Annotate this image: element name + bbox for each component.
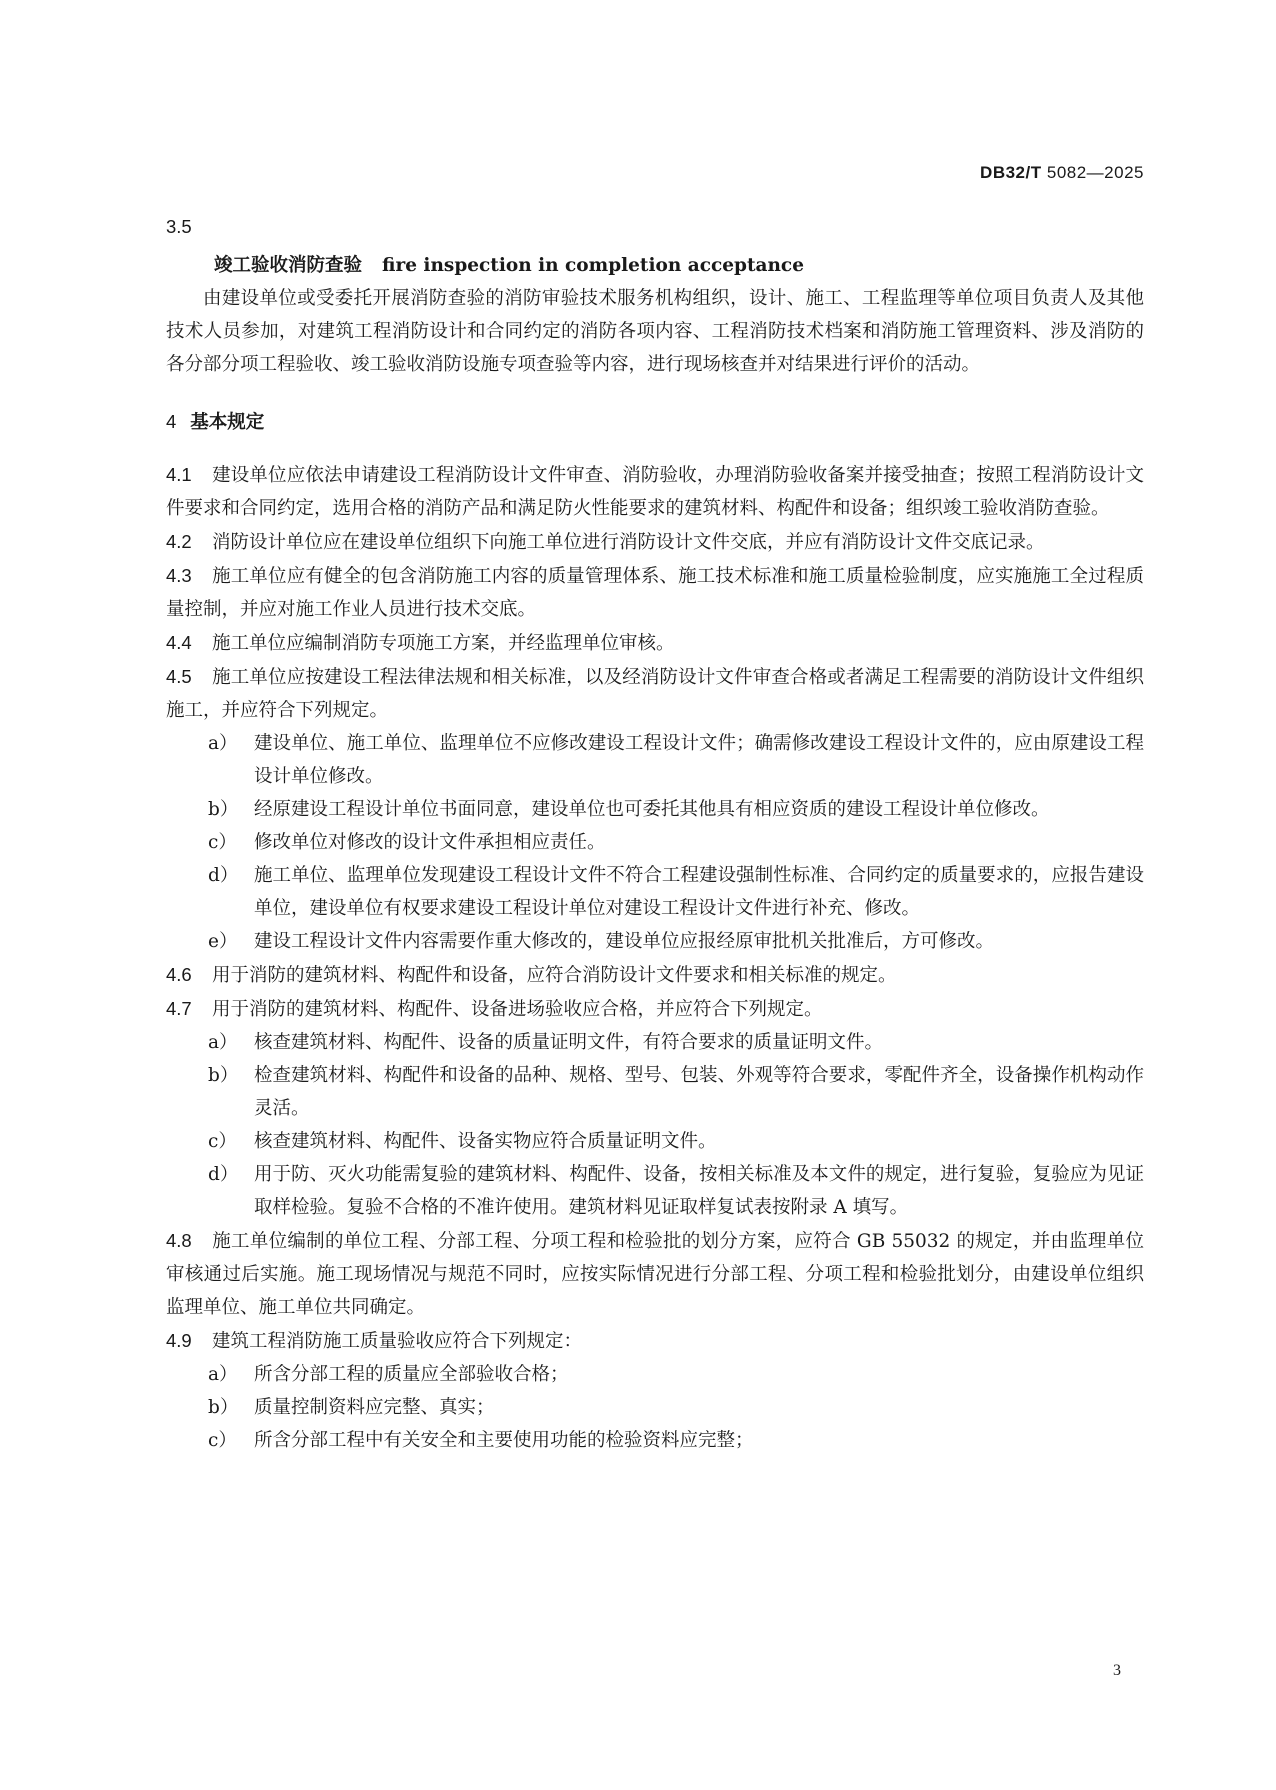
- clause-4-6: [166, 958, 1144, 992]
- term-number: 3.5: [166, 216, 192, 237]
- list-item: [208, 1424, 1144, 1457]
- list-item-text: 质量控制资料应完整、真实；: [254, 1397, 495, 1418]
- section-title: 基本规定: [190, 411, 265, 432]
- clause-number: 4.1: [166, 464, 192, 485]
- clause-text: 用于消防的建筑材料、构配件、设备进场验收应合格，并应符合下列规定。: [212, 999, 823, 1020]
- list-item-text: 修改单位对修改的设计文件承担相应责任。: [254, 832, 606, 853]
- page-number: 3: [1113, 1662, 1121, 1679]
- clause-number: 4.8: [166, 1230, 192, 1251]
- clause-number: 4.2: [166, 531, 192, 552]
- clause-item-list: [166, 1358, 1144, 1457]
- clause-number: 4.4: [166, 632, 192, 653]
- clause-text: 施工单位应编制消防专项施工方案，并经监理单位审核。: [212, 633, 675, 654]
- list-item-label: b）: [208, 1065, 239, 1086]
- clause-4-7: [166, 992, 1144, 1224]
- list-item-label: b）: [208, 1397, 239, 1418]
- term-title: [166, 249, 1144, 282]
- clause-4-5: [166, 660, 1144, 958]
- list-item-label: b）: [208, 799, 239, 820]
- clause-paragraph: [166, 626, 1144, 660]
- list-item-label: d）: [208, 865, 239, 886]
- clause-4-2: [166, 525, 1144, 559]
- list-item-text: 建设工程设计文件内容需要作重大修改的，建设单位应报经原审批机关批准后，方可修改。: [254, 931, 995, 952]
- clause-4-9: [166, 1324, 1144, 1457]
- clause-text: 建设单位应依法申请建设工程消防设计文件审查、消防验收，办理消防验收备案并接受抽查；按照工程消防设计文件要求和合同约定，选用合格的消防产品和满足防火性能要求的建筑材料、构配件和设备；组织竣工验收消防查验。: [166, 465, 1144, 519]
- clause-text: 建筑工程消防施工质量验收应符合下列规定：: [212, 1331, 583, 1352]
- document-code-prefix: DB32/T: [980, 163, 1042, 182]
- clause-list: [166, 458, 1144, 1457]
- clause-4-3: [166, 559, 1144, 626]
- list-item: [208, 859, 1144, 925]
- section-heading: [166, 405, 1144, 438]
- list-item-text: 核查建筑材料、构配件、设备的质量证明文件，有符合要求的质量证明文件。: [254, 1032, 884, 1053]
- list-item-text: 经原建设工程设计单位书面同意，建设单位也可委托其他具有相应资质的建设工程设计单位修改。: [254, 799, 1050, 820]
- term-title-en: fire inspection in completion acceptance: [382, 255, 804, 276]
- list-item: [208, 1358, 1144, 1391]
- list-item-text: 所含分部工程中有关安全和主要使用功能的检验资料应完整；: [254, 1430, 754, 1451]
- list-item-label: d）: [208, 1164, 239, 1185]
- clause-4-8: [166, 1224, 1144, 1324]
- list-item-label: c）: [208, 832, 237, 853]
- clause-paragraph: [166, 525, 1144, 559]
- list-item-label: a）: [208, 1032, 238, 1053]
- list-item-label: c）: [208, 1131, 237, 1152]
- term-title-cn: 竣工验收消防查验: [214, 255, 363, 276]
- section-number: 4: [166, 411, 177, 432]
- list-item-label: e）: [208, 931, 238, 952]
- clause-number: 4.5: [166, 666, 192, 687]
- list-item: [208, 793, 1144, 826]
- list-item: [208, 1391, 1144, 1424]
- list-item-text: 所含分部工程的质量应全部验收合格；: [254, 1364, 569, 1385]
- clause-number: 4.7: [166, 998, 192, 1019]
- list-item: [208, 826, 1144, 859]
- list-item-label: a）: [208, 1364, 238, 1385]
- list-item-label: a）: [208, 733, 238, 754]
- term-definition: 由建设单位或受委托开展消防查验的消防审验技术服务机构组织，设计、施工、工程监理等单位项目负责人及其他技术人员参加，对建筑工程消防设计和合同约定的消防各项内容、工程消防技术档案和消防施工管理资料、涉及消防的各分部分项工程验收、竣工验收消防设施专项查验等内容，进行现场核查并对结果进行评价的活动。: [166, 288, 1144, 375]
- clause-text: 施工单位应按建设工程法律法规和相关标准，以及经消防设计文件审查合格或者满足工程需要的消防设计文件组织施工，并应符合下列规定。: [166, 667, 1144, 721]
- clause-text: 施工单位编制的单位工程、分部工程、分项工程和检验批的划分方案，应符合 GB 55032 的规定，并由监理单位审核通过后实施。施工现场情况与规范不同时，应按实际情况进行分部工程、分项工程和检验批划分，由建设单位组织监理单位、施工单位共同确定。: [166, 1231, 1144, 1318]
- list-item-text: 检查建筑材料、构配件和设备的品种、规格、型号、包装、外观等符合要求，零配件齐全，设备操作机构动作灵活。: [254, 1065, 1144, 1119]
- document-code: [980, 163, 1144, 183]
- clause-number: 4.3: [166, 565, 192, 586]
- list-item-label: c）: [208, 1430, 237, 1451]
- clause-item-list: [166, 727, 1144, 958]
- page-content: [166, 210, 1144, 1457]
- list-item-text: 施工单位、监理单位发现建设工程设计文件不符合工程建设强制性标准、合同约定的质量要求的，应报告建设单位，建设单位有权要求建设工程设计单位对建设工程设计文件进行补充、修改。: [254, 865, 1144, 919]
- list-item: [208, 1026, 1144, 1059]
- clause-paragraph: [166, 1324, 1144, 1358]
- document-code-number: 5082—2025: [1046, 163, 1144, 182]
- clause-paragraph: [166, 992, 1144, 1026]
- clause-text: 消防设计单位应在建设单位组织下向施工单位进行消防设计文件交底，并应有消防设计文件交底记录。: [212, 532, 1045, 553]
- list-item: [208, 1125, 1144, 1158]
- list-item: [208, 727, 1144, 793]
- clause-text: 施工单位应有健全的包含消防施工内容的质量管理体系、施工技术标准和施工质量检验制度，应实施施工全过程质量控制，并应对施工作业人员进行技术交底。: [166, 566, 1144, 620]
- clause-number: 4.6: [166, 964, 192, 985]
- clause-paragraph: [166, 660, 1144, 727]
- list-item-text: 核查建筑材料、构配件、设备实物应符合质量证明文件。: [254, 1131, 717, 1152]
- clause-item-list: [166, 1026, 1144, 1224]
- list-item: [208, 925, 1144, 958]
- list-item: [208, 1059, 1144, 1125]
- clause-number: 4.9: [166, 1330, 192, 1351]
- list-item: [208, 1158, 1144, 1224]
- list-item-text: 用于防、灭火功能需复验的建筑材料、构配件、设备，按相关标准及本文件的规定，进行复验，复验应为见证取样检验。复验不合格的不准许使用。建筑材料见证取样复试表按附录 A 填写。: [254, 1164, 1144, 1218]
- clause-4-1: [166, 458, 1144, 525]
- list-item-text: 建设单位、施工单位、监理单位不应修改建设工程设计文件；确需修改建设工程设计文件的，应由原建设工程设计单位修改。: [254, 733, 1144, 787]
- clause-paragraph: [166, 559, 1144, 626]
- clause-text: 用于消防的建筑材料、构配件和设备，应符合消防设计文件要求和相关标准的规定。: [212, 965, 897, 986]
- clause-paragraph: [166, 458, 1144, 525]
- clause-4-4: [166, 626, 1144, 660]
- clause-paragraph: [166, 1224, 1144, 1324]
- clause-paragraph: [166, 958, 1144, 992]
